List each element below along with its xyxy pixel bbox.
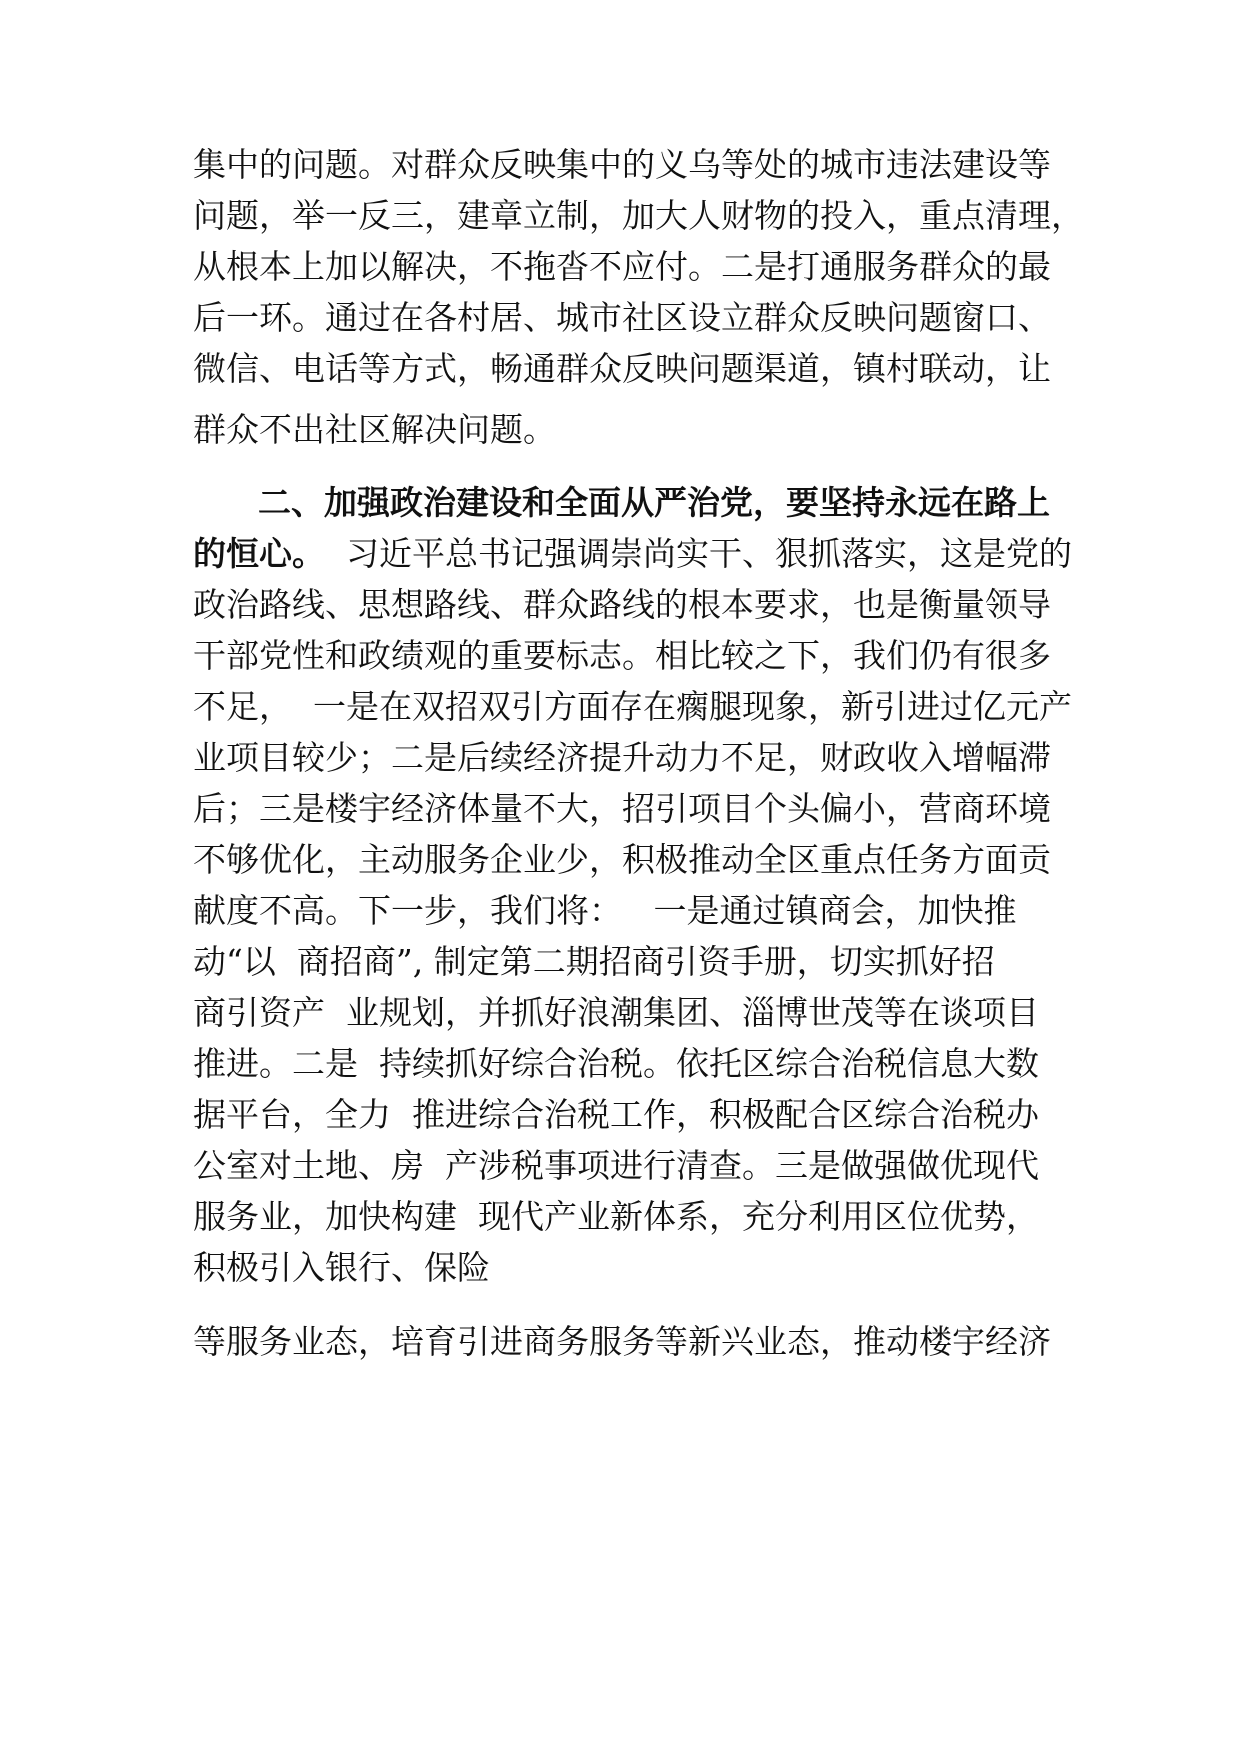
text-run: 习近平总书记强调崇尚实干、狠抓落实，这是党的	[325, 534, 1072, 573]
text-line: 业项目较少；二是后续经济提升动力不足，财政收入增幅滞	[193, 738, 1051, 777]
text-line: 等服务业态，培育引进商务服务等新兴业态，推动楼宇经济	[193, 1322, 1051, 1361]
text-line: 商引资产 业规划，并抓好浪潮集团、淄博世茂等在谈项目	[193, 993, 1039, 1032]
text-line: 问题，举一反三，建章立制，加大人财物的投入，重点清理，	[193, 196, 1084, 235]
text-line: 献度不高。下一步，我们将： 一是通过镇商会，加快推	[193, 891, 1017, 930]
text-line: 公室对土地、房 产涉税事项进行清查。三是做强做优现代	[193, 1146, 1039, 1185]
text-line: 集中的问题。对群众反映集中的义乌等处的城市违法建设等	[193, 145, 1051, 184]
text-line: 不足， 一是在双招双引方面存在瘸腿现象，新引进过亿元产	[193, 687, 1072, 726]
text-line: 群众不出社区解决问题。	[193, 410, 556, 449]
text-line: 后一环。通过在各村居、城市社区设立群众反映问题窗口、	[193, 298, 1051, 337]
text-line: 不够优化，主动服务企业少，积极推动全区重点任务方面贡	[193, 840, 1051, 879]
text-line: 后；三是楼宇经济体量不大，招引项目个头偏小，营商环境	[193, 789, 1051, 828]
text-line: 服务业，加快构建 现代产业新体系，充分利用区位优势，	[193, 1197, 1039, 1236]
text-line: 积极引入银行、保险	[193, 1248, 490, 1287]
text-line: 从根本上加以解决，不拖沓不应付。二是打通服务群众的最	[193, 247, 1051, 286]
text-line: 微信、电话等方式，畅通群众反映问题渠道，镇村联动，让	[193, 349, 1051, 388]
text-line: 政治路线、思想路线、群众路线的根本要求，也是衡量领导	[193, 585, 1051, 624]
text-line: 干部党性和政绩观的重要标志。相比较之下，我们仍有很多	[193, 636, 1051, 675]
heading-continuation-line	[193, 532, 1072, 576]
text-line: 据平台，全力 推进综合治税工作，积极配合区综合治税办	[193, 1095, 1039, 1134]
text-line: 推进。二是 持续抓好综合治税。依托区综合治税信息大数	[193, 1044, 1039, 1083]
section-heading: 二、加强政治建设和全面从严治党，要坚持永远在路上	[258, 483, 1050, 522]
text-line: 动“以 商招商”, 制定第二期招商引资手册，切实抓好招	[193, 942, 995, 981]
heading-end: 的恒心。	[193, 534, 325, 573]
